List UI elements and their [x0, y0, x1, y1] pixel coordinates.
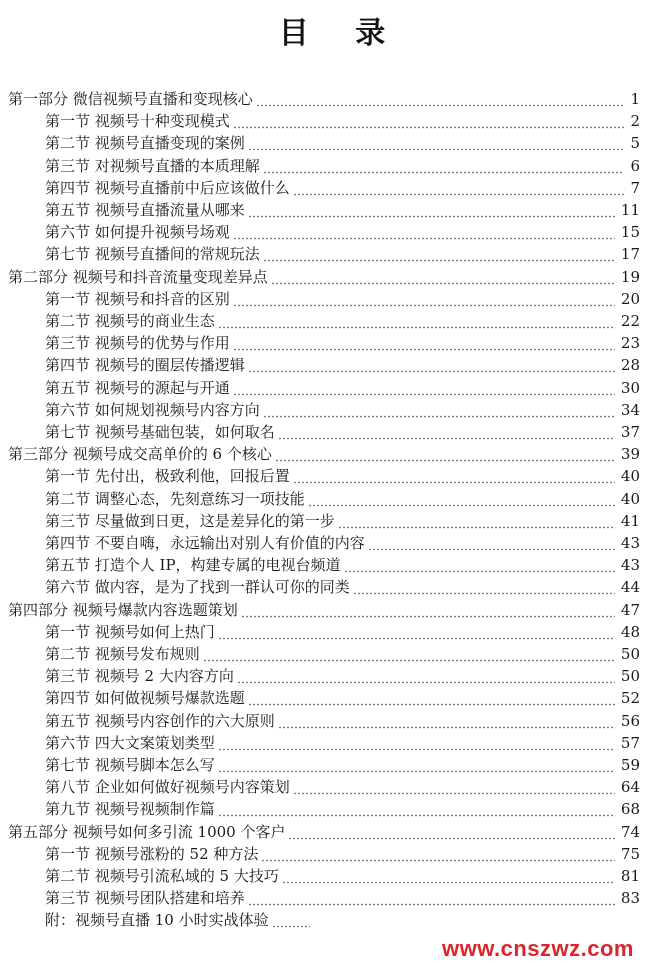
toc-part-title: 第一部分 微信视频号直播和变现核心: [8, 90, 253, 108]
toc-leader-dots: [233, 377, 615, 399]
toc-page-number: 17: [620, 245, 640, 264]
toc-page-number: 40: [620, 489, 640, 508]
toc-section-title: 第三节 视频号 2 大内容方向: [45, 667, 234, 686]
toc-leader-dots: [203, 643, 615, 665]
toc-leader-dots: [256, 88, 624, 110]
toc-section-title: 第五节 打造个人 IP，构建专属的电视台频道: [45, 556, 341, 575]
toc-section-title: 第一节 视频号和抖音的区别: [45, 289, 230, 308]
toc-section-row: [0, 865, 664, 887]
toc-section-row: [0, 843, 664, 865]
toc-section-title: 第七节 视频号脚本怎么写: [45, 756, 215, 774]
toc-page-number: 30: [620, 378, 640, 397]
toc-page-number: 20: [620, 289, 640, 308]
toc-leader-dots: [344, 554, 615, 576]
toc-section-title: 第七节 视频号基础包装，如何取名: [45, 423, 275, 441]
toc-leader-dots: [218, 621, 615, 643]
toc-page-number: 43: [620, 556, 640, 575]
toc-leader-dots: [241, 599, 615, 621]
toc-leader-dots: [293, 776, 615, 798]
toc-leader-dots: [218, 754, 615, 776]
toc-leader-dots: [293, 177, 624, 199]
toc-page-number: 1: [630, 90, 640, 108]
toc-leader-dots: [338, 510, 615, 532]
toc-page-number: 43: [620, 534, 640, 552]
toc-leader-dots: [248, 887, 615, 909]
toc-page-number: 23: [620, 334, 640, 353]
toc-part-title: 第二部分 视频号和抖音流量变现差异点: [8, 267, 268, 286]
toc-section-row: [0, 421, 664, 443]
toc-leader-dots: [233, 221, 615, 243]
toc-section-title: 第二节 视频号直播变现的案例: [45, 134, 245, 153]
toc-page-number: 50: [620, 645, 640, 663]
toc-section-row: [0, 377, 664, 399]
toc-part-row: [0, 821, 664, 843]
toc-section-row: [0, 310, 664, 332]
toc-section-row: [0, 732, 664, 754]
toc-page-number: 74: [620, 822, 640, 841]
toc-section-row: [0, 510, 664, 532]
toc-part-title: 第五部分 视频号如何多引流 1000 个客户: [8, 822, 286, 841]
toc-part-row: [0, 88, 664, 110]
toc-page-number: 41: [620, 511, 640, 530]
toc-leader-dots: [353, 576, 615, 598]
toc-page-number: 59: [620, 756, 640, 774]
toc-section-row: [0, 465, 664, 487]
toc-section-row: [0, 798, 664, 820]
toc-page-number: 15: [620, 223, 640, 242]
page-title: 目 录: [278, 16, 404, 51]
toc-section-title: 第三节 尽量做到日更，这是差异化的第一步: [45, 511, 335, 530]
toc-section-row: [0, 776, 664, 798]
toc-page-number: 5: [630, 134, 640, 153]
toc-leader-dots: [248, 199, 615, 221]
watermark: www.cnszwz.com: [441, 936, 634, 961]
toc-leader-dots: [263, 155, 624, 177]
toc-section-title: 第四节 如何做视频号爆款选题: [45, 689, 245, 708]
toc-section-title: 第八节 企业如何做好视频号内容策划: [45, 778, 290, 797]
toc-section-row: [0, 687, 664, 709]
toc-section-row: [0, 665, 664, 687]
toc-section-title: 第一节 先付出，极致利他，回报后置: [45, 467, 290, 486]
toc-section-row: [0, 554, 664, 576]
toc-leader-dots: [271, 266, 615, 288]
toc-leader-dots: [248, 354, 615, 376]
toc-leader-dots: [237, 665, 615, 687]
toc-page-number: 19: [620, 267, 640, 286]
toc-section-row: [0, 243, 664, 265]
toc-section-title: 第四节 视频号的圈层传播逻辑: [45, 356, 245, 375]
toc-page-number: 22: [620, 312, 640, 330]
toc-page-number: 52: [620, 689, 640, 708]
toc-section-title: 第一节 视频号十种变现模式: [45, 112, 230, 131]
toc-page-number: 6: [630, 156, 640, 175]
toc-section-row: [0, 710, 664, 732]
toc-leader-dots: [248, 132, 624, 154]
toc-leader-dots: [293, 465, 615, 487]
toc-page-number: 40: [620, 467, 640, 486]
toc-page-number: 81: [620, 867, 640, 885]
toc-section-title: 第二节 视频号发布规则: [45, 645, 200, 663]
toc-section-title: 第一节 视频号如何上热门: [45, 622, 215, 641]
toc-section-row: [0, 177, 664, 199]
toc-section-title: 第三节 视频号的优势与作用: [45, 334, 230, 353]
toc-part-title: 第三部分 视频号成交高单价的 6 个核心: [8, 445, 272, 464]
toc-section-title: 第九节 视频号视频制作篇: [45, 800, 215, 819]
toc-leader-dots: [275, 443, 615, 465]
toc-leader-dots: [278, 710, 615, 732]
toc-section-title: 第三节 对视频号直播的本质理解: [45, 156, 260, 175]
toc-part-title: 第四部分 视频号爆款内容选题策划: [8, 600, 238, 619]
toc-section-title: 第六节 四大文案策划类型: [45, 733, 215, 752]
toc-part-row: [0, 443, 664, 465]
toc-page-number: 48: [620, 622, 640, 641]
toc-section-row: [0, 199, 664, 221]
toc-page-number: 47: [620, 600, 640, 619]
toc-section-row: [0, 399, 664, 421]
toc-page-number: 34: [620, 400, 640, 419]
toc-leader-dots: [263, 243, 615, 265]
toc-page-number: 56: [620, 711, 640, 730]
toc-section-row: [0, 754, 664, 776]
toc-leader-dots: [272, 909, 310, 931]
toc-section-title: 第四节 不要自嗨，永远输出对别人有价值的内容: [45, 534, 365, 552]
toc-section-row: [0, 621, 664, 643]
toc-section-title: 第二节 视频号的商业生态: [45, 312, 215, 330]
toc-section-title: 第二节 调整心态，先刻意练习一项技能: [45, 489, 305, 508]
toc-section-row: [0, 643, 664, 665]
toc-section-row: [0, 909, 664, 931]
toc-section-row: [0, 488, 664, 510]
toc-page-number: 7: [630, 178, 640, 197]
toc-page-number: 28: [620, 356, 640, 375]
toc-page-number: 75: [620, 844, 640, 863]
toc-leader-dots: [263, 399, 615, 421]
toc-leader-dots: [233, 110, 624, 132]
toc-leader-dots: [218, 732, 615, 754]
toc-section-title: 第五节 视频号的源起与开通: [45, 378, 230, 397]
toc-leader-dots: [218, 798, 615, 820]
toc-section-row: [0, 576, 664, 598]
toc-page-number: 68: [620, 800, 640, 819]
toc-page-number: 39: [620, 445, 640, 464]
toc-page-number: 44: [620, 578, 640, 597]
toc-page-number: 2: [630, 112, 640, 131]
toc-page-number: 57: [620, 733, 640, 752]
toc-leader-dots: [278, 421, 615, 443]
toc-leader-dots: [368, 532, 615, 554]
toc-leader-dots: [288, 821, 615, 843]
toc-section-title: 第六节 如何提升视频号场观: [45, 223, 230, 242]
toc-leader-dots: [308, 488, 615, 510]
toc-section-title: 第一节 视频号涨粉的 52 种方法: [45, 844, 259, 863]
toc-page-number: 83: [620, 889, 640, 908]
toc-section-title: 第六节 如何规划视频号内容方向: [45, 400, 260, 419]
toc-section-row: [0, 354, 664, 376]
toc-section-row: [0, 288, 664, 310]
toc-section-row: [0, 532, 664, 554]
toc-section-title: 第二节 视频号引流私域的 5 大技巧: [45, 867, 279, 885]
toc-section-title: 第五节 视频号直播流量从哪来: [45, 201, 245, 219]
toc-section-title: 第六节 做内容，是为了找到一群认可你的同类: [45, 578, 350, 597]
toc-leader-dots: [282, 865, 615, 887]
toc-page-number: 37: [620, 423, 640, 441]
toc-section-row: [0, 132, 664, 154]
toc-section-title: 附：视频号直播 10 小时实战体验: [45, 911, 269, 930]
toc-section-row: [0, 221, 664, 243]
toc-leader-dots: [233, 288, 615, 310]
toc-section-title: 第七节 视频号直播间的常规玩法: [45, 245, 260, 264]
toc-leader-dots: [233, 332, 615, 354]
toc-section-row: [0, 887, 664, 909]
toc-section-row: [0, 110, 664, 132]
toc-leader-dots: [261, 843, 615, 865]
toc-page-number: 64: [620, 778, 640, 797]
toc-section-title: 第三节 视频号团队搭建和培养: [45, 889, 245, 908]
toc-section-row: [0, 155, 664, 177]
toc-page-number: 50: [620, 667, 640, 686]
toc-leader-dots: [248, 687, 615, 709]
toc-page-number: 11: [620, 201, 640, 219]
toc-part-row: [0, 266, 664, 288]
toc-section-title: 第五节 视频号内容创作的六大原则: [45, 711, 275, 730]
toc-part-row: [0, 599, 664, 621]
toc-section-title: 第四节 视频号直播前中后应该做什么: [45, 178, 290, 197]
toc-section-row: [0, 332, 664, 354]
toc-leader-dots: [218, 310, 615, 332]
